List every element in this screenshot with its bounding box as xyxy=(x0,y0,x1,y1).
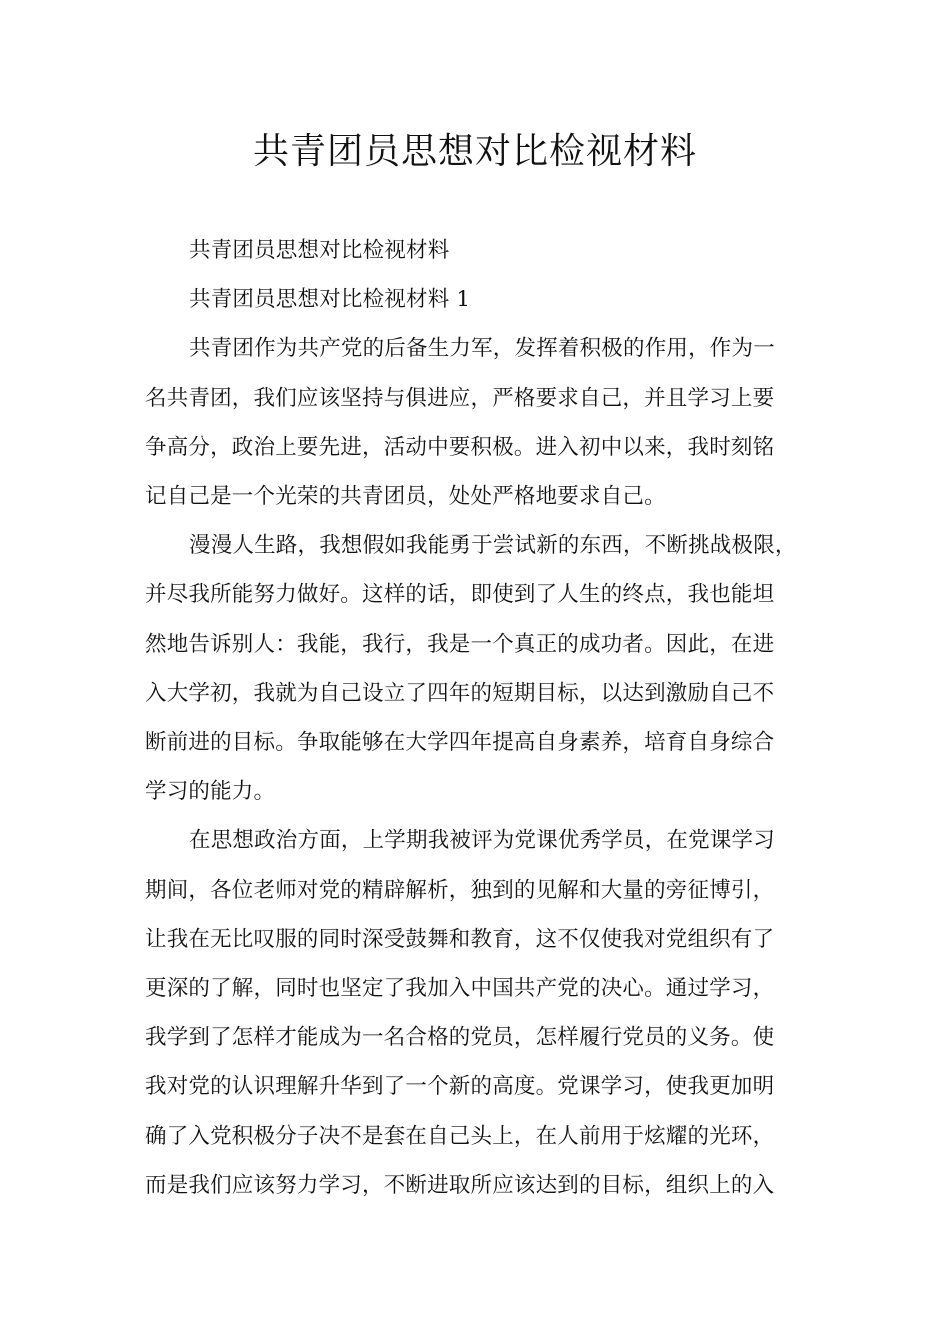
body-line: 争高分，政治上要先进，活动中要积极。进入初中以来，我时刻铭 xyxy=(145,434,775,460)
body-line: 在思想政治方面，上学期我被评为党课优秀学员，在党课学习 xyxy=(189,828,775,854)
body-line: 让我在无比叹服的同时深受鼓舞和教育，这不仅使我对党组织有了 xyxy=(145,926,775,952)
body-line: 期间，各位老师对党的精辟解析，独到的见解和大量的旁征博引， xyxy=(145,877,775,903)
body-line: 记自己是一个光荣的共青团员，处处严格地要求自己。 xyxy=(145,484,666,510)
body-line: 共青团员思想对比检视材料 1 xyxy=(189,287,471,313)
body-line: 并尽我所能努力做好。这样的话，即使到了人生的终点，我也能坦 xyxy=(145,582,775,608)
body-line: 共青团员思想对比检视材料 xyxy=(189,238,450,263)
body-line: 共青团作为共产党的后备生力军，发挥着积极的作用，作为一 xyxy=(189,336,775,362)
body-line: 断前进的目标。争取能够在大学四年提高自身素养，培育自身综合 xyxy=(145,730,775,756)
body-line: 入大学初，我就为自己设立了四年的短期目标，以达到激励自己不 xyxy=(145,680,775,706)
body-line: 我对党的认识理解升华到了一个新的高度。党课学习，使我更加明 xyxy=(145,1074,775,1100)
body-line: 然地告诉别人：我能，我行，我是一个真正的成功者。因此，在进 xyxy=(145,631,775,657)
body-line: 确了入党积极分子决不是套在自己头上，在人前用于炫耀的光环， xyxy=(145,1123,775,1149)
document-title: 共青团员思想对比检视材料 xyxy=(252,131,697,172)
body-line: 学习的能力。 xyxy=(145,779,276,805)
document-body xyxy=(145,226,817,1210)
body-line: 漫漫人生路，我想假如我能勇于尝试新的东西，不断挑战极限， xyxy=(189,533,797,559)
body-line: 名共青团，我们应该坚持与俱进应，严格要求自己，并且学习上要 xyxy=(145,385,775,411)
body-line: 我学到了怎样才能成为一名合格的党员，怎样履行党员的义务。使 xyxy=(145,1025,775,1051)
body-line: 而是我们应该努力学习，不断进取所应该达到的目标，组织上的入 xyxy=(145,1172,775,1198)
body-line: 更深的了解，同时也坚定了我加入中国共产党的决心。通过学习， xyxy=(145,976,775,1002)
